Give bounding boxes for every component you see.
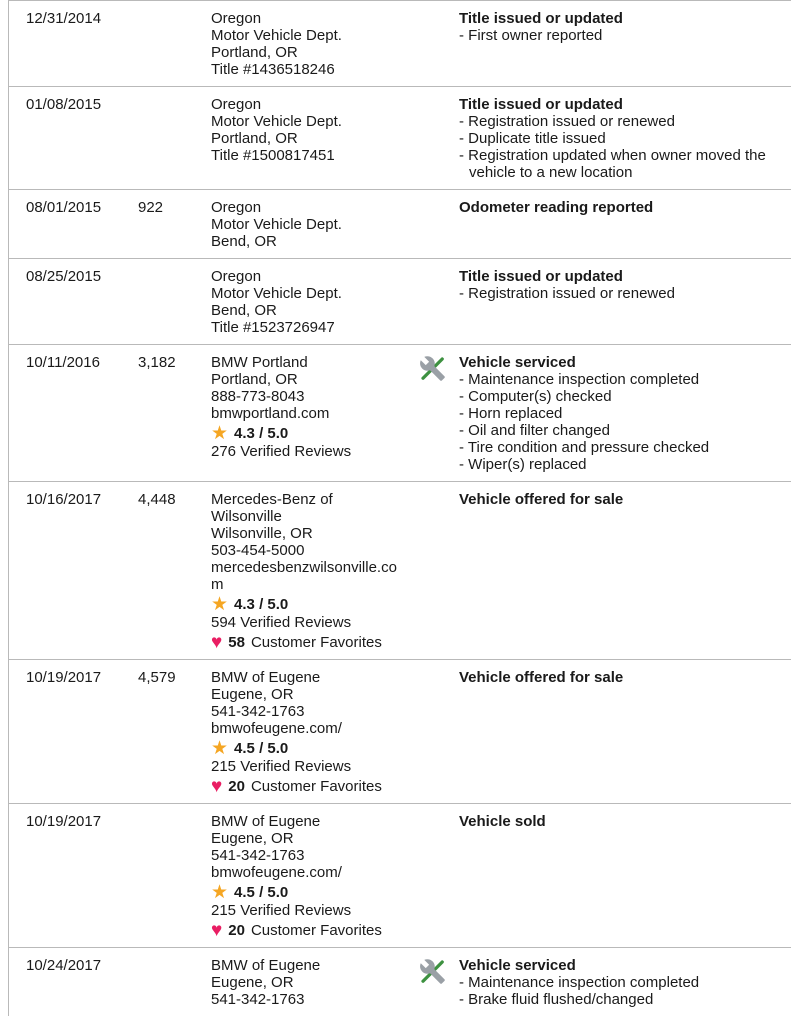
- source-lines: [211, 957, 399, 1008]
- icon-cell: [419, 669, 459, 670]
- source-line: bmwportland.com: [211, 405, 330, 422]
- heart-icon: ♥: [211, 776, 223, 797]
- event-title: Vehicle offered for sale: [459, 491, 624, 508]
- date-cell: 10/16/2017: [26, 491, 102, 508]
- favorites-count: 58: [228, 634, 245, 651]
- source-cell: [211, 354, 419, 460]
- rating-value: 4.5 / 5.0: [234, 884, 289, 901]
- source-cell: [211, 268, 419, 336]
- comments-cell: [459, 354, 785, 473]
- source-cell: [211, 199, 419, 250]
- date-cell: 08/01/2015: [26, 199, 102, 216]
- reviews-line: 276 Verified Reviews: [211, 443, 352, 460]
- star-icon: ★: [211, 882, 229, 903]
- rating-line: [211, 884, 399, 901]
- comments-cell: [459, 268, 785, 302]
- mileage-cell: 4,579: [138, 669, 176, 686]
- icon-cell: [419, 199, 459, 200]
- star-icon: ★: [211, 423, 229, 444]
- source-line: Wilsonville, OR: [211, 525, 313, 542]
- source-line: Title #1523726947: [211, 319, 335, 336]
- source-line: mercedesbenzwilsonville.com: [211, 559, 397, 593]
- detail-line: - Brake fluid flushed/changed: [459, 991, 654, 1008]
- detail-line: - Tire condition and pressure checked: [459, 439, 710, 456]
- details-list: [459, 113, 781, 181]
- date-cell: 10/19/2017: [26, 813, 102, 830]
- heart-icon: ♥: [211, 920, 223, 941]
- date-cell: 10/11/2016: [26, 354, 100, 371]
- source-line: 541-342-1763: [211, 703, 305, 720]
- source-lines: [211, 354, 399, 422]
- date-cell: 01/08/2015: [26, 96, 102, 113]
- rating-line: [211, 740, 399, 757]
- source-line: Motor Vehicle Dept.: [211, 285, 342, 302]
- source-line: 541-342-1763: [211, 991, 305, 1008]
- source-line: Oregon: [211, 10, 262, 27]
- source-line: Portland, OR: [211, 371, 298, 388]
- reviews-line: 594 Verified Reviews: [211, 614, 352, 631]
- date-cell: 12/31/2014: [26, 10, 102, 27]
- favorites-line: [211, 922, 399, 939]
- favorites-count: 20: [228, 922, 245, 939]
- detail-line: - Computer(s) checked: [459, 388, 612, 405]
- favorites-label: Customer Favorites: [250, 634, 382, 651]
- source-line: Mercedes-Benz of Wilsonville: [211, 491, 333, 525]
- source-line: bmwofeugene.com/: [211, 720, 342, 737]
- date-cell: 10/19/2017: [26, 669, 102, 686]
- source-lines: [211, 813, 399, 881]
- source-line: Eugene, OR: [211, 830, 294, 847]
- details-list: [459, 285, 781, 302]
- detail-line: - Maintenance inspection completed: [459, 371, 700, 388]
- source-lines: [211, 268, 399, 336]
- source-line: BMW of Eugene: [211, 813, 321, 830]
- rating-value: 4.5 / 5.0: [234, 740, 289, 757]
- detail-line: - Wiper(s) replaced: [459, 456, 587, 473]
- event-title: Vehicle serviced: [459, 354, 576, 371]
- mileage-cell: 922: [138, 199, 164, 216]
- history-row: [9, 481, 791, 659]
- history-row: [9, 659, 791, 803]
- favorites-label: Customer Favorites: [250, 922, 382, 939]
- source-line: 888-773-8043: [211, 388, 305, 405]
- event-title: Title issued or updated: [459, 96, 623, 113]
- service-wrench-icon: [419, 958, 459, 985]
- reviews-line: 215 Verified Reviews: [211, 902, 352, 919]
- detail-line: - Horn replaced: [459, 405, 563, 422]
- detail-line: - Maintenance inspection completed: [459, 974, 700, 991]
- star-icon: ★: [211, 594, 229, 615]
- details-list: [459, 371, 781, 473]
- source-cell: [211, 669, 419, 795]
- mileage-cell: 4,448: [138, 491, 176, 508]
- source-cell: [211, 491, 419, 651]
- source-cell: [211, 96, 419, 164]
- source-line: Bend, OR: [211, 233, 277, 250]
- source-cell: [211, 957, 419, 1008]
- source-line: Motor Vehicle Dept.: [211, 27, 342, 44]
- history-row: [9, 0, 791, 86]
- detail-line: - Registration issued or renewed: [459, 113, 675, 130]
- source-lines: [211, 199, 399, 250]
- detail-line: - First owner reported: [459, 27, 603, 44]
- heart-icon: ♥: [211, 632, 223, 653]
- history-row: [9, 258, 791, 344]
- icon-cell: [419, 491, 459, 492]
- source-cell: [211, 10, 419, 78]
- icon-cell: [419, 957, 459, 985]
- source-line: Oregon: [211, 96, 262, 113]
- icon-cell: [419, 813, 459, 814]
- details-list: [459, 27, 781, 44]
- event-title: Odometer reading reported: [459, 199, 654, 216]
- icon-cell: [419, 268, 459, 269]
- details-list: [459, 974, 781, 1008]
- favorites-label: Customer Favorites: [250, 778, 382, 795]
- source-line: Eugene, OR: [211, 974, 294, 991]
- comments-cell: [459, 957, 785, 1008]
- source-line: Motor Vehicle Dept.: [211, 113, 342, 130]
- history-row: [9, 344, 791, 481]
- event-title: Title issued or updated: [459, 10, 623, 27]
- source-lines: [211, 491, 399, 593]
- history-row: [9, 189, 791, 258]
- source-line: BMW of Eugene: [211, 957, 321, 974]
- event-title: Vehicle sold: [459, 813, 546, 830]
- reviews-line: 215 Verified Reviews: [211, 758, 352, 775]
- history-row: [9, 803, 791, 947]
- comments-cell: [459, 199, 785, 216]
- rating-line: [211, 425, 399, 442]
- event-title: Vehicle serviced: [459, 957, 576, 974]
- service-wrench-icon: [419, 355, 459, 382]
- source-line: Oregon: [211, 199, 262, 216]
- date-cell: 10/24/2017: [26, 957, 102, 974]
- favorites-count: 20: [228, 778, 245, 795]
- rating-line: [211, 596, 399, 613]
- detail-line: - Oil and filter changed: [459, 422, 610, 439]
- source-lines: [211, 96, 399, 164]
- favorites-line: [211, 634, 399, 651]
- source-line: 503-454-5000: [211, 542, 305, 559]
- source-line: bmwofeugene.com/: [211, 864, 342, 881]
- source-line: BMW Portland: [211, 354, 308, 371]
- date-cell: 08/25/2015: [26, 268, 102, 285]
- rating-value: 4.3 / 5.0: [234, 596, 289, 613]
- comments-cell: [459, 813, 785, 830]
- source-line: Oregon: [211, 268, 262, 285]
- comments-cell: [459, 491, 785, 508]
- comments-cell: [459, 96, 785, 181]
- detail-line: - Duplicate title issued: [459, 130, 606, 147]
- source-line: BMW of Eugene: [211, 669, 321, 686]
- icon-cell: [419, 96, 459, 97]
- detail-line: - Registration issued or renewed: [459, 285, 675, 302]
- history-row: [9, 86, 791, 189]
- source-lines: [211, 669, 399, 737]
- source-line: 541-342-1763: [211, 847, 305, 864]
- source-cell: [211, 813, 419, 939]
- rating-value: 4.3 / 5.0: [234, 425, 289, 442]
- source-line: Title #1436518246: [211, 61, 335, 78]
- icon-cell: [419, 10, 459, 11]
- vehicle-history-table: [8, 0, 791, 1016]
- source-line: Portland, OR: [211, 44, 298, 61]
- source-line: Title #1500817451: [211, 147, 335, 164]
- star-icon: ★: [211, 738, 229, 759]
- comments-cell: [459, 10, 785, 44]
- icon-cell: [419, 354, 459, 382]
- detail-line: - Registration updated when owner moved the vehicle to a new location: [459, 147, 766, 181]
- event-title: Title issued or updated: [459, 268, 623, 285]
- source-line: Eugene, OR: [211, 686, 294, 703]
- favorites-line: [211, 778, 399, 795]
- source-line: Bend, OR: [211, 302, 277, 319]
- event-title: Vehicle offered for sale: [459, 669, 624, 686]
- source-line: Motor Vehicle Dept.: [211, 216, 342, 233]
- source-lines: [211, 10, 399, 78]
- source-line: Portland, OR: [211, 130, 298, 147]
- mileage-cell: 3,182: [138, 354, 176, 371]
- history-row: [9, 947, 791, 1016]
- comments-cell: [459, 669, 785, 686]
